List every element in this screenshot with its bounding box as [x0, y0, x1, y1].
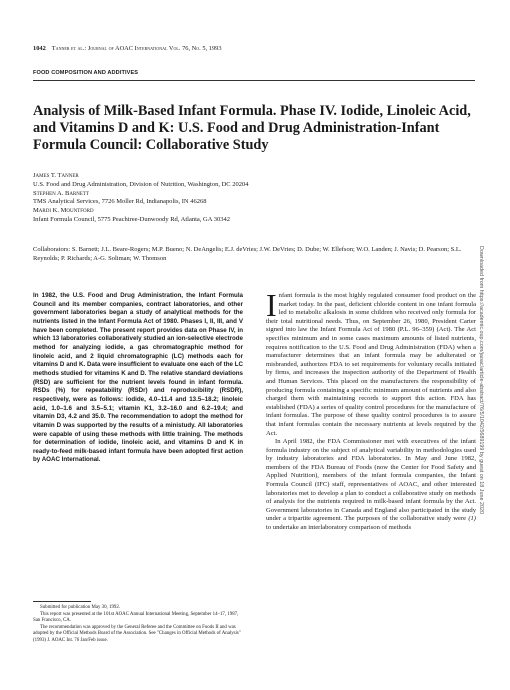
drop-cap: I	[266, 287, 277, 323]
section-label: FOOD COMPOSITION AND ADDITIVES	[33, 70, 139, 76]
body-paragraph	[266, 438, 476, 533]
author-name: Stephen A. Barnett	[33, 189, 90, 197]
footnote: The recommendation was approved by the General Referee and the Committee on Foods II and was adopted by the Official Methods Board of the Association. See "Changes in Official Methods of Analysis" (1993) J. AOAC Int. 76 Jan/Feb issue.	[33, 624, 241, 643]
download-watermark-text: Downloaded from https://academic.oup.com/jaoac/article-abstract/76/5/1042/5689199 by guest on 18 June 2020	[478, 246, 484, 514]
footnotes	[33, 605, 243, 644]
body-paragraph-text: to undertake an interlaboratory comparison of methods	[266, 524, 412, 532]
body-paragraph-text: In April 1982, the FDA Commissioner met with executives of the infant formula industry on the subject of analytical variability in methodologies used by industry laboratories and FDA laboratories. In May and June 1982, members of the FDA Bureau of Foods (now the Center for Food Safety and Applied Nutrition), members of the infant formula companies, the Infant Formula Council (IFC) staff, representatives of AOAC, and other interested laboratories met to develop a plan to conduct a collaborative study on methods of analysis for the nutrients required in milk-based infant formula by the Act. Government laboratories in Canada and England also participated in the study under a tripartite agreement. The purposes of the collaborative study were	[266, 438, 476, 523]
running-head	[33, 45, 222, 52]
collaborators-list: Collaborators: S. Barnett; J.L. Beare-Rogers; M.P. Bueno; N. DeAngelis; E.J. deVries; J.W. DeVries; D. Dube; W. Ellefson; W.O. Landen; J. Navis; D. Pearson; S.L. Reynolds; P. Richards; A-G. Soliman; W. Thomson	[33, 246, 462, 262]
author-affiliation: U.S. Food and Drug Administration, Division of Nutrition, Washington, DC 20204	[33, 180, 249, 188]
page-number: 1042	[33, 45, 46, 52]
author-affiliation: TMS Analytical Services, 7726 Moller Rd, Indianapolis, IN 46268	[33, 198, 207, 206]
footnote: Submitted for publication May 30, 1992.	[40, 605, 121, 610]
body-paragraph-text: nfant formula is the most highly regulated consumer food product on the market today. In the past, deficient chloride content in one infant formula led to metabolic alkalosis in some children who received only formula for their total nutritional needs. Thus, on September 26, 1980, President Carter signed into law the Infant Formula Act of 1980 (P.L. 96–359) (Act). The Act specifies minimum and in some cases maximum amounts of listed nutrients, requires notification to the U.S. Food and Drug Administration (FDA) when a manufacturer determines that an infant formula may be adulterated or misbranded, authorizes FDA to set requirements for voluntary recalls initiated by firms, and increases the inspection authority of the Department of Health and Human Services. This placed on the manufacturers the responsibility of producing formula containing a specific minimum amount of nutrients and also charged them with maintaining records to support this action. FDA has established (FDA) a series of quality control procedures for the manufacture of infant formulas. The purpose of these quality control procedures is to assure that infant formulas contain the necessary nutrients at levels required by the Act.	[266, 292, 476, 437]
download-watermark	[476, 170, 486, 590]
author-name: Mardi K. Mountford	[33, 207, 94, 214]
footnote-divider	[33, 601, 91, 602]
body-paragraph	[266, 287, 476, 438]
author-name: James T. Tanner	[33, 172, 79, 179]
body-text-column	[266, 287, 477, 533]
footnote: This report was presented at the 101st AOAC Annual International Meeting, September 14–17, 1987, San Francisco, CA.	[33, 611, 239, 623]
article-title: Analysis of Milk-Based Infant Formula. Phase IV. Iodide, Linoleic Acid, and Vitamins D and K: U.S. Food and Drug Administration-Infant Formula Council: Collaborative Study	[33, 103, 471, 153]
abstract: In 1982, the U.S. Food and Drug Administration, the Infant Formula Council and its member companies, contract laboratories, and other government laboratories began a study of analytical methods for the nutrients listed in the Infant Formula Act of 1980. Phases I, II, III, and V have been completed. The present report provides data on Phase IV, in which 13 laboratories collaboratively studied an ion-selective electrode method for analyzing iodide, a gas chromatographic method for linoleic acid, and 2 liquid chromatographic (LC) methods each for vitamins D and K. Data were insufficient to evaluate one each of the LC methods studied for vitamins K and D. The relative standard deviations (RSD) are sufficient for the nutrient levels found in infant formula. RSDs (%) for repeatability (RSDr) and reproducibility (RSDR), respectively, were as follows: iodide, 4.0–11.4 and 13.5–18.2; linoleic acid, 1.0–1.6 and 3.5–5.1; vitamin K1, 3.2–16.0 and 6.2–19.4; and vitamin D3, 4.2 and 35.0. The recommendation to adopt the method for vitamin D was supported by the results of a ministudy. All laboratories were capable of using these methods with little training. The methods for determination of iodide, linoleic acid, and vitamins D and K in ready-to-feed milk-based infant formula have been adopted first action by AOAC International.	[33, 292, 243, 464]
section-divider	[33, 80, 475, 81]
author-affiliations	[33, 172, 473, 225]
running-head-text: Tanner et al.: Journal of AOAC International Vol. 76, No. 5, 1993	[51, 45, 222, 52]
reference-marker: (1)	[468, 515, 477, 523]
author-affiliation: Infant Formula Council, 5775 Peachtree-Dunwoody Rd, Atlanta, GA 30342	[33, 215, 230, 223]
